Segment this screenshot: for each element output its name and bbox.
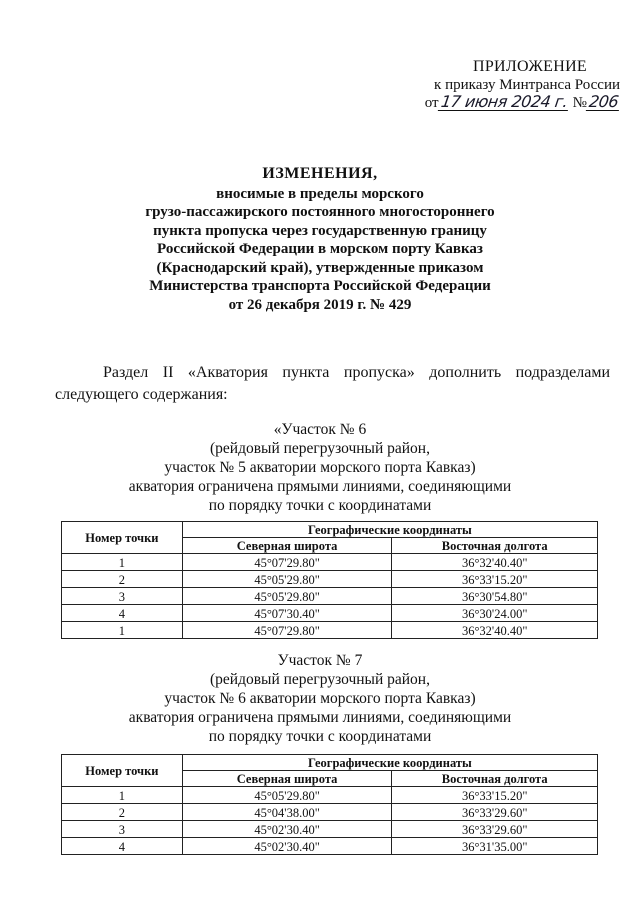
- col-point-header: Номер точки: [62, 522, 183, 554]
- annex-date-line: [400, 94, 620, 112]
- point-number: 1: [62, 554, 183, 571]
- date-prefix: от: [424, 95, 439, 111]
- intro-paragraph: Раздел II «Акватория пункта пропуска» дополнить подразделами следующего содержания:: [55, 364, 610, 403]
- section-heading-6: [120, 420, 520, 515]
- col-lat-header: Северная широта: [182, 538, 392, 554]
- section-line: по порядку точки с координатами: [208, 497, 432, 514]
- coordinates-table-6: [61, 521, 598, 639]
- latitude-cell: 45°05'29.80": [182, 787, 392, 804]
- annex-order-line: к приказу Минтранса России: [434, 77, 620, 93]
- latitude-cell: 45°04'38.00": [182, 804, 392, 821]
- table-row: [62, 554, 598, 571]
- number-prefix: №: [572, 95, 587, 111]
- table-row: [62, 787, 598, 804]
- section-line: (рейдовый перегрузочный район,: [210, 671, 430, 688]
- longitude-cell: 36°32'40.40": [392, 554, 598, 571]
- latitude-cell: 45°02'30.40": [182, 838, 392, 855]
- title-line: вносимые в пределы морского: [216, 185, 424, 202]
- point-number: 2: [62, 804, 183, 821]
- table-row: [62, 804, 598, 821]
- annex-header: [400, 58, 620, 112]
- title-line: от 26 декабря 2019 г. № 429: [228, 296, 412, 313]
- section-line: участок № 5 акватории морского порта Кавказ): [164, 459, 476, 476]
- latitude-cell: 45°05'29.80": [182, 571, 392, 588]
- table-row: [62, 821, 598, 838]
- longitude-cell: 36°32'40.40": [392, 622, 598, 639]
- title-line: пункта пропуска через государственную границу: [153, 222, 487, 239]
- col-group-header: Географические координаты: [182, 522, 597, 538]
- latitude-cell: 45°07'30.40": [182, 605, 392, 622]
- table-row: [62, 588, 598, 605]
- table-row: [62, 622, 598, 639]
- longitude-cell: 36°33'15.20": [392, 787, 598, 804]
- latitude-cell: 45°07'29.80": [182, 622, 392, 639]
- title-main: ИЗМЕНЕНИЯ,: [262, 165, 378, 182]
- section-line: акватория ограничена прямыми линиями, соединяющими: [128, 478, 512, 495]
- table-header-row: [62, 755, 598, 771]
- table-row: [62, 838, 598, 855]
- point-number: 2: [62, 571, 183, 588]
- handwritten-date: 17 июня 2024 г.: [439, 92, 569, 111]
- handwritten-number: 206: [587, 92, 620, 111]
- section-line: акватория ограничена прямыми линиями, соединяющими: [128, 709, 512, 726]
- longitude-cell: 36°30'24.00": [392, 605, 598, 622]
- longitude-cell: 36°30'54.80": [392, 588, 598, 605]
- col-lon-header: Восточная долгота: [392, 771, 598, 787]
- title-line: грузо-пассажирского постоянного многостороннего: [145, 204, 495, 220]
- annex-title: ПРИЛОЖЕНИЕ: [472, 58, 587, 75]
- latitude-cell: 45°02'30.40": [182, 821, 392, 838]
- point-number: 4: [62, 605, 183, 622]
- longitude-cell: 36°33'15.20": [392, 571, 598, 588]
- point-number: 1: [62, 622, 183, 639]
- title-line: (Краснодарский край), утвержденные приказом: [156, 259, 484, 276]
- section-line: Участок № 7: [277, 652, 363, 669]
- table-row: [62, 605, 598, 622]
- longitude-cell: 36°33'29.60": [392, 804, 598, 821]
- section-line: «Участок № 6: [273, 421, 367, 438]
- latitude-cell: 45°05'29.80": [182, 588, 392, 605]
- table-header-row: [62, 522, 598, 538]
- title-line: Российской Федерации в морском порту Кавказ: [157, 241, 483, 257]
- title-line: Министерства транспорта Российской Федерации: [149, 278, 491, 294]
- point-number: 4: [62, 838, 183, 855]
- point-number: 3: [62, 821, 183, 838]
- col-group-header: Географические координаты: [182, 755, 597, 771]
- table-row: [62, 571, 598, 588]
- col-point-header: Номер точки: [62, 755, 183, 787]
- document-title: [120, 165, 520, 314]
- longitude-cell: 36°31'35.00": [392, 838, 598, 855]
- coordinates-table-7: [61, 754, 598, 855]
- longitude-cell: 36°33'29.60": [392, 821, 598, 838]
- section-line: (рейдовый перегрузочный район,: [210, 440, 430, 457]
- point-number: 1: [62, 787, 183, 804]
- section-heading-7: [120, 651, 520, 746]
- section-line: участок № 6 акватории морского порта Кавказ): [164, 690, 476, 707]
- col-lat-header: Северная широта: [182, 771, 392, 787]
- point-number: 3: [62, 588, 183, 605]
- col-lon-header: Восточная долгота: [392, 538, 598, 554]
- latitude-cell: 45°07'29.80": [182, 554, 392, 571]
- section-line: по порядку точки с координатами: [208, 728, 432, 745]
